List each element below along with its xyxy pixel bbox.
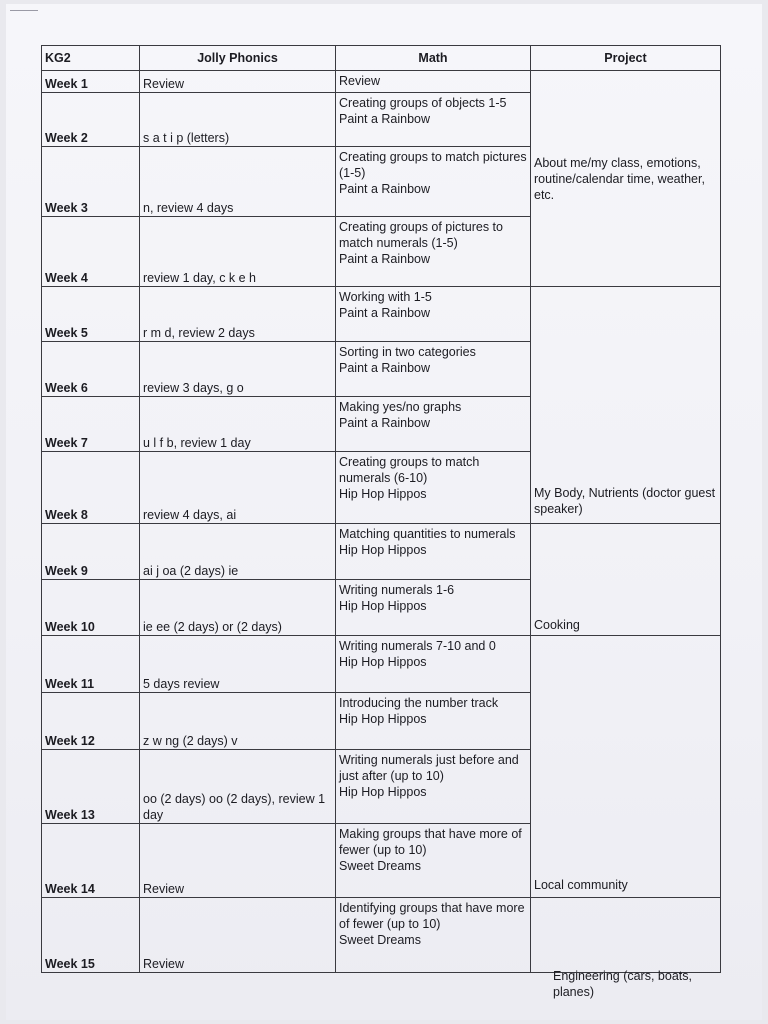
math-unit: Paint a Rainbow	[339, 416, 431, 430]
phonics-cell: r m d, review 2 days	[140, 287, 336, 342]
phonics-cell: ai j oa (2 days) ie	[140, 524, 336, 580]
phonics-cell: Review	[140, 71, 336, 93]
pen-mark	[10, 10, 38, 11]
week-label: Week 7	[42, 397, 140, 452]
math-cell	[336, 287, 531, 342]
week-label: Week 3	[42, 147, 140, 217]
table-row	[42, 287, 721, 342]
math-cell	[336, 580, 531, 636]
week-label: Week 10	[42, 580, 140, 636]
phonics-cell: review 3 days, g o	[140, 342, 336, 397]
header-row	[42, 46, 721, 71]
week-label: Week 4	[42, 217, 140, 287]
math-activity: Making groups that have more of fewer (up to 10)	[339, 827, 522, 857]
header-math: Math	[336, 46, 531, 71]
math-activity: Making yes/no graphs	[339, 400, 462, 414]
week-label: Week 6	[42, 342, 140, 397]
phonics-cell: Review	[140, 898, 336, 973]
math-unit: Paint a Rainbow	[339, 361, 431, 375]
table-row	[42, 524, 721, 580]
week-label: Week 2	[42, 93, 140, 147]
project-cell: My Body, Nutrients (doctor guest speaker)	[531, 287, 721, 524]
week-label: Week 12	[42, 693, 140, 750]
project-cell: About me/my class, emotions, routine/calendar time, weather, etc.	[531, 71, 721, 287]
math-unit: Hip Hop Hippos	[339, 785, 427, 799]
phonics-cell: 5 days review	[140, 636, 336, 693]
math-cell	[336, 217, 531, 287]
math-cell	[336, 898, 531, 973]
project-cell: Cooking	[531, 524, 721, 636]
math-activity: Creating groups to match numerals (6-10)	[339, 455, 480, 485]
math-unit: Sweet Dreams	[339, 933, 421, 947]
paper-sheet	[6, 4, 762, 1020]
phonics-cell: ie ee (2 days) or (2 days)	[140, 580, 336, 636]
math-activity: Matching quantities to numerals	[339, 527, 516, 541]
curriculum-table	[41, 45, 721, 973]
phonics-cell: u l f b, review 1 day	[140, 397, 336, 452]
week-label: Week 5	[42, 287, 140, 342]
week-label: Week 14	[42, 824, 140, 898]
week-label: Week 8	[42, 452, 140, 524]
math-unit: Sweet Dreams	[339, 859, 421, 873]
table-row	[42, 636, 721, 693]
math-cell	[336, 342, 531, 397]
project-cell: Local community	[531, 636, 721, 898]
week-label: Week 11	[42, 636, 140, 693]
math-cell	[336, 397, 531, 452]
math-activity: Sorting in two categories	[339, 345, 476, 359]
math-cell	[336, 524, 531, 580]
phonics-cell: n, review 4 days	[140, 147, 336, 217]
math-cell	[336, 693, 531, 750]
math-cell	[336, 71, 531, 93]
math-activity: Introducing the number track	[339, 696, 499, 710]
phonics-cell: z w ng (2 days) v	[140, 693, 336, 750]
phonics-cell: Review	[140, 824, 336, 898]
project-cell-empty	[531, 898, 721, 973]
math-cell	[336, 452, 531, 524]
math-unit: Paint a Rainbow	[339, 252, 431, 266]
math-activity: Writing numerals 7-10 and 0	[339, 639, 496, 653]
table-row	[42, 71, 721, 93]
math-unit: Hip Hop Hippos	[339, 712, 427, 726]
table-row	[42, 898, 721, 973]
math-activity: Writing numerals 1-6	[339, 583, 455, 597]
header-project: Project	[531, 46, 721, 71]
math-unit: Paint a Rainbow	[339, 306, 431, 320]
project-after-table: Engineering (cars, boats, planes)	[553, 969, 692, 999]
math-activity: Creating groups of pictures to match numerals (1-5)	[339, 220, 503, 250]
math-activity: Creating groups to match pictures (1-5)	[339, 150, 527, 180]
math-activity: Working with 1-5	[339, 290, 432, 304]
header-jolly-phonics: Jolly Phonics	[140, 46, 336, 71]
math-cell	[336, 147, 531, 217]
week-label: Week 1	[42, 71, 140, 93]
math-unit: Paint a Rainbow	[339, 112, 431, 126]
math-cell	[336, 93, 531, 147]
math-unit: Hip Hop Hippos	[339, 599, 427, 613]
math-activity: Creating groups of objects 1-5	[339, 96, 507, 110]
math-unit: Hip Hop Hippos	[339, 543, 427, 557]
week-label: Week 15	[42, 898, 140, 973]
math-unit: Hip Hop Hippos	[339, 487, 427, 501]
math-activity: Identifying groups that have more of fewer (up to 10)	[339, 901, 525, 931]
header-kg2: KG2	[42, 46, 140, 71]
math-cell	[336, 636, 531, 693]
phonics-cell: review 1 day, c k e h	[140, 217, 336, 287]
math-unit: Hip Hop Hippos	[339, 655, 427, 669]
math-cell	[336, 824, 531, 898]
phonics-cell: oo (2 days) oo (2 days), review 1 day	[140, 750, 336, 824]
phonics-cell: review 4 days, ai	[140, 452, 336, 524]
math-activity: Writing numerals just before and just after (up to 10)	[339, 753, 519, 783]
math-unit: Review	[339, 74, 380, 88]
week-label: Week 9	[42, 524, 140, 580]
math-cell	[336, 750, 531, 824]
math-unit: Paint a Rainbow	[339, 182, 431, 196]
phonics-cell: s a t i p (letters)	[140, 93, 336, 147]
week-label: Week 13	[42, 750, 140, 824]
